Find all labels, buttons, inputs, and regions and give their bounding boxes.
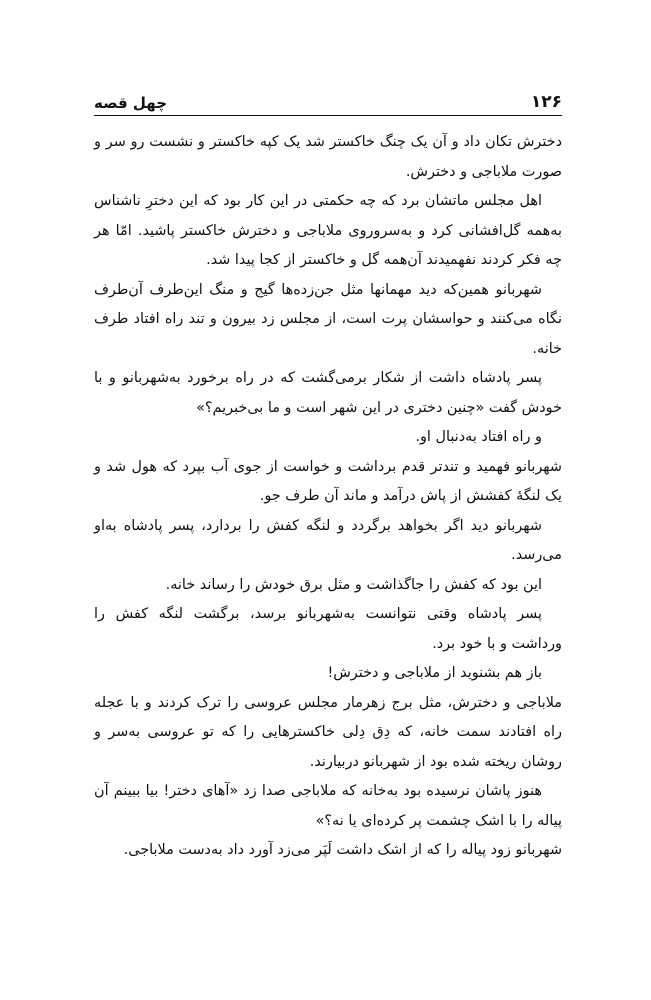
paragraph: شهربانو فهمید و تندتر قدم برداشت و خواست از جوی آب بپرد که هول شد و یک لنگهٔ کفشش از پاش درآمد و ماند آن طرف جو. (94, 458, 562, 504)
body-text (94, 128, 562, 866)
paragraph: پسر پادشاه وقتی نتوانست به‌شهربانو برسد، برگشت لنگه کفش را ورداشت و با خود برد. (94, 606, 562, 652)
paragraph: شهربانو زود پیاله را که از اشک داشت لَپَر می‌زد آورد داد به‌دست ملاباجی. (123, 842, 562, 858)
paragraph: هنوز پاشان نرسیده بود به‌خانه که ملاباجی صدا زد «آهای دختر! بیا ببینم آن پیاله را با اشک چشمت پر کرده‌ای یا نه؟» (94, 783, 562, 829)
paragraph: اهل مجلس ماتشان برد که چه حکمتی در این کار بود که این دخترِ ناشناس به‌همه گل‌افشانی کرد و به‌سروروی ملاباجی و دخترش خاکستر پاشید. امّا هر چه فکر کردند نفهمیدند آن‌همه گل و خاکستر از کجا پیدا شد. (94, 193, 562, 268)
running-title: چهل قصه (94, 94, 168, 112)
page-number: ۱۲۶ (530, 92, 562, 112)
paragraph: ملاباجی و دخترش، مثل برج زهرمار مجلس عروسی را ترک کردند و با عجله راه افتادند سمت خانه، که دِق دِلی خاکسترهایی را که تو عروسی به‌سر و روشان ریخته شده بود از شهربانو دربیارند. (94, 694, 562, 770)
paragraph: شهربانو همین‌که دید مهمانها مثل جن‌زده‌ها گیج و منگ این‌طرف آن‌طرف نگاه می‌کنند و حواسشان پرت است، از مجلس زد بیرون و تند راه افتاد طرف خانه. (94, 281, 562, 357)
paragraph: دخترش تکان داد و آن یک چنگ خاکستر شد یک کپه خاکستر و نشست رو سر و صورت ملاباجی و دخترش. (94, 134, 562, 180)
paragraph: این بود که کفش را جاگذاشت و مثل برق خودش را رساند خانه. (165, 576, 542, 593)
paragraph: باز هم بشنوید از ملاباجی و دخترش! (327, 665, 542, 681)
page-header (94, 86, 562, 116)
paragraph: پسر پادشاه داشت از شکار برمی‌گشت که در راه برخورد به‌شهربانو و با خودش گفت «چنین دختری در این شهر است و ما بی‌خبریم؟» (94, 370, 562, 416)
paragraph: شهربانو دید اگر بخواهد برگردد و لنگه کفش را بردارد، پسر پادشاه به‌او می‌رسد. (94, 517, 562, 563)
book-page (94, 86, 562, 866)
paragraph: و راه افتاد به‌دنبال او. (415, 429, 542, 445)
